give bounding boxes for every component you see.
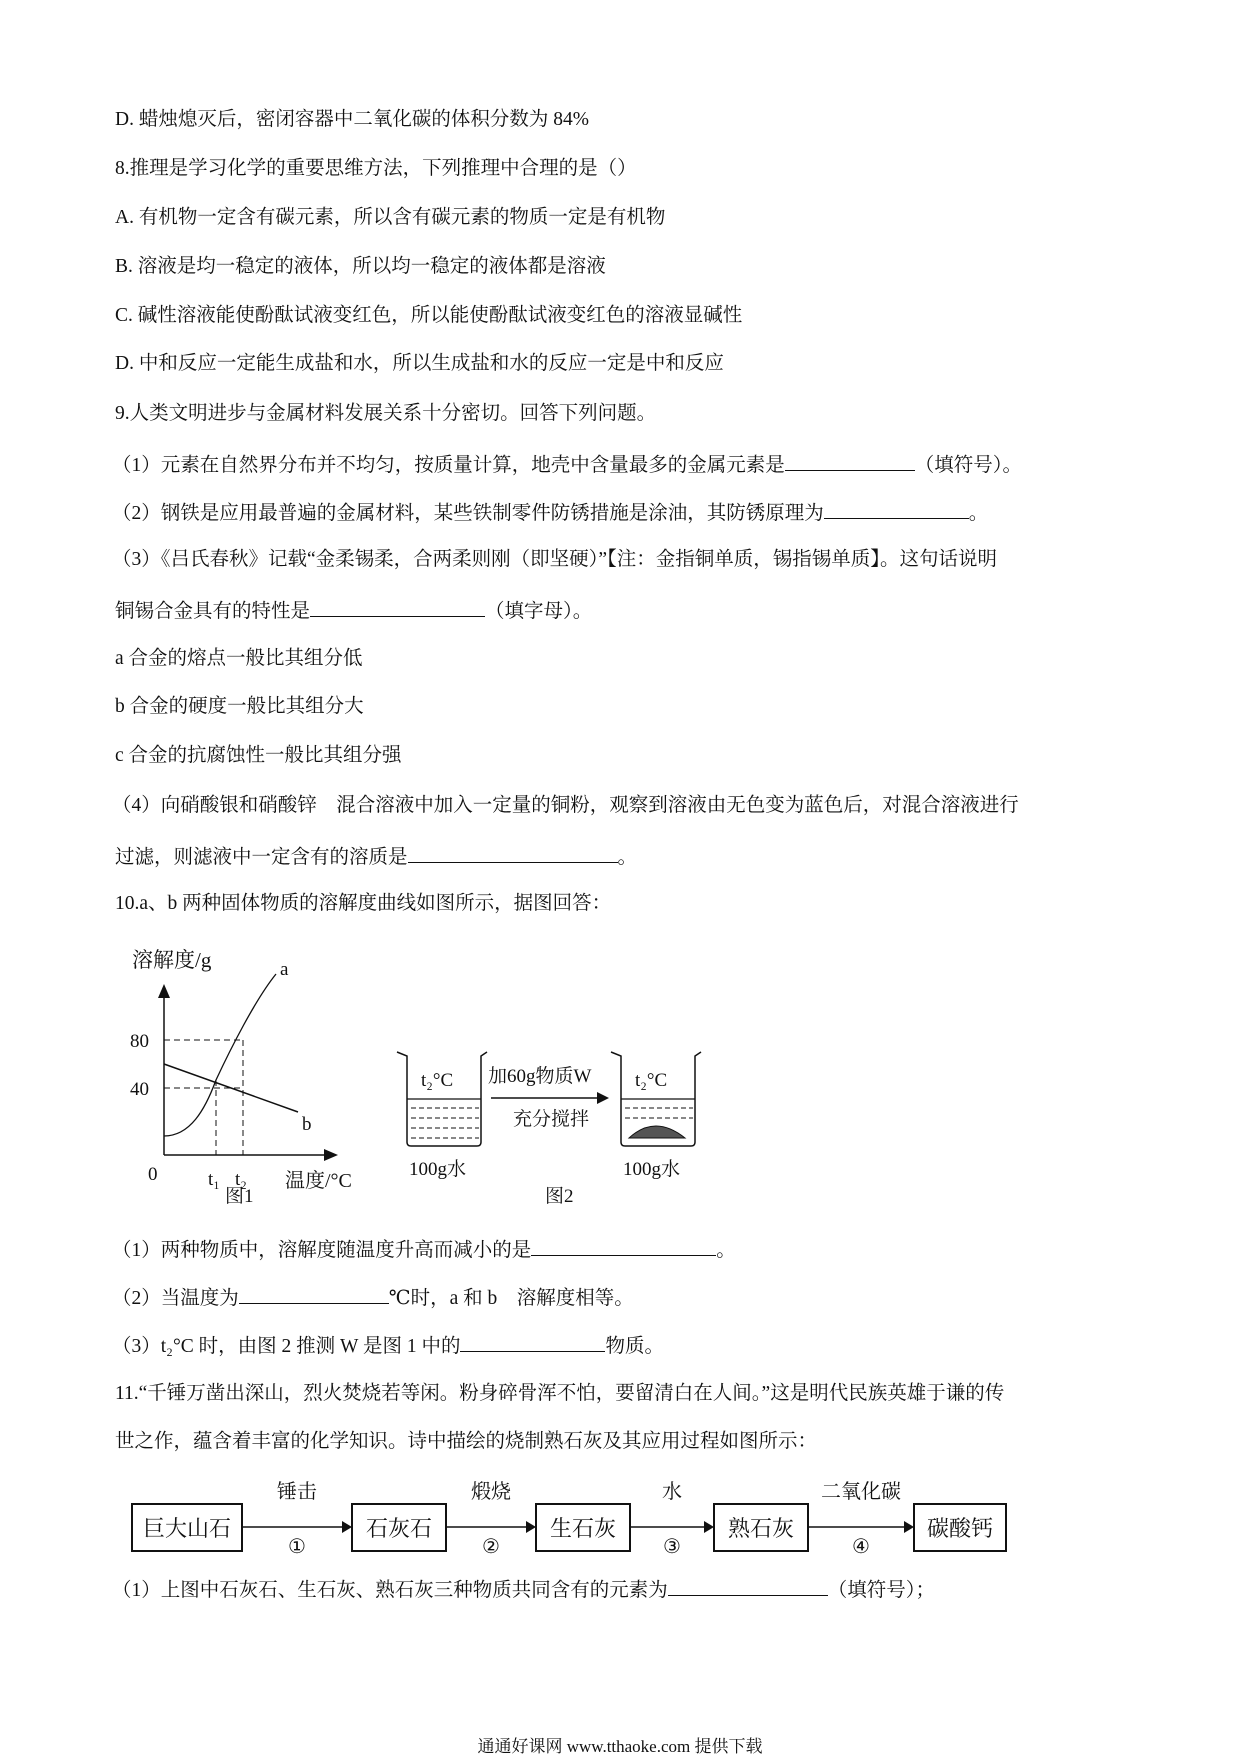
q10-part1-end: 。 <box>716 1240 736 1261</box>
lime-process-flowchart <box>120 1470 1120 1560</box>
q9-part3-hint: （填字母）。 <box>485 601 593 622</box>
answer-blank[interactable] <box>785 450 915 471</box>
answer-blank[interactable] <box>310 596 485 617</box>
flow-step-label: 水 <box>662 1481 682 1503</box>
q10-part1 <box>112 1235 736 1264</box>
undissolved-solid <box>629 1126 685 1138</box>
q9-part1 <box>112 450 1022 479</box>
beaker-left <box>397 1052 487 1146</box>
page-footer: 通通好课网 www.tthaoke.com 提供下载 <box>477 1737 763 1756</box>
q8-stem: 8.推理是学习化学的重要思维方法，下列推理中合理的是（） <box>115 158 637 179</box>
q10-part2-text: （2）当温度为 <box>112 1288 239 1309</box>
flow-step-number: ② <box>482 1536 500 1558</box>
q9-part4-cont <box>115 842 637 871</box>
y-axis-label: 溶解度/g <box>132 948 212 972</box>
answer-blank[interactable] <box>408 842 618 863</box>
q10-stem: 10.a、b 两种固体物质的溶解度曲线如图所示，据图回答： <box>115 893 612 914</box>
q11-part1-text: （1）上图中石灰石、生石灰、熟石灰三种物质共同含有的元素为 <box>112 1580 668 1601</box>
tick-t2: t₂ <box>235 1169 247 1190</box>
figure-2-caption: 图2 <box>545 1186 574 1207</box>
q8-option-b: B. 溶液是均一稳定的液体，所以均一稳定的液体都是溶液 <box>115 256 606 277</box>
q9-option-b: b 合金的硬度一般比其组分大 <box>115 696 364 717</box>
flow-box-label: 生石灰 <box>549 1516 617 1541</box>
q8-option-d: D. 中和反应一定能生成盐和水，所以生成盐和水的反应一定是中和反应 <box>115 353 724 374</box>
q9-part1-text: （1）元素在自然界分布并不均匀，按质量计算，地壳中含量最多的金属元素是 <box>112 455 785 476</box>
q10-part1-text: （1）两种物质中，溶解度随温度升高而减小的是 <box>112 1240 532 1261</box>
q9-part2-text: （2）钢铁是应用最普遍的金属材料，某些铁制零件防锈措施是涂油，其防锈原理为 <box>112 503 824 524</box>
flow-step-label: 二氧化碳 <box>821 1481 901 1503</box>
solubility-curve-figure <box>120 940 390 1210</box>
answer-blank[interactable] <box>668 1575 828 1596</box>
q10-part3-text: （3）t₂°C 时，由图 2 推测 W 是图 1 中的 <box>112 1336 461 1357</box>
process-arrowhead <box>597 1092 609 1104</box>
beaker-left-temp: t₂°C <box>421 1070 454 1091</box>
q9-option-c: c 合金的抗腐蚀性一般比其组分强 <box>115 745 402 766</box>
q11-part1-hint: （填符号）； <box>827 1580 936 1601</box>
flow-step-label: 煅烧 <box>471 1481 511 1503</box>
tick-40: 40 <box>130 1079 149 1100</box>
q10-part3 <box>112 1331 664 1360</box>
q8-option-c: C. 碱性溶液能使酚酞试液变红色，所以能使酚酞试液变红色的溶液显碱性 <box>115 305 743 326</box>
answer-blank[interactable] <box>460 1331 605 1352</box>
q10-part2 <box>112 1283 634 1312</box>
curve-b-label: b <box>302 1114 312 1135</box>
q8-option-a: A. 有机物一定含有碳元素，所以含有碳元素的物质一定是有机物 <box>115 207 666 228</box>
arrow-top-label: 加60g物质W <box>488 1066 592 1087</box>
answer-blank[interactable] <box>531 1235 716 1256</box>
flow-box-label: 碳酸钙 <box>926 1516 994 1541</box>
q9-part2-end: 。 <box>968 503 989 524</box>
tick-t1: t₁ <box>208 1169 220 1190</box>
flow-arrowhead <box>904 1521 914 1533</box>
q11-stem-cont: 世之作，蕴含着丰富的化学知识。诗中描绘的烧制熟石灰及其应用过程如图所示： <box>115 1431 818 1452</box>
q9-part4: （4）向硝酸银和硝酸锌 混合溶液中加入一定量的铜粉，观察到溶液由无色变为蓝色后，对混合溶液进行 <box>112 795 1019 816</box>
q7-option-d: D. 蜡烛熄灭后，密闭容器中二氧化碳的体积分数为 84% <box>115 109 589 130</box>
q9-part3-cont <box>115 596 592 625</box>
flow-step-number: ④ <box>852 1536 870 1558</box>
origin-label: 0 <box>148 1164 158 1185</box>
q10-part3-end: 物质。 <box>605 1336 664 1357</box>
q9-option-a: a 合金的熔点一般比其组分低 <box>115 648 363 669</box>
q9-part3: （3）《吕氏春秋》记载“金柔锡柔，合两柔则刚（即坚硬）”【注：金指铜单质，锡指锡单质】。这句话说明 <box>112 549 998 570</box>
answer-blank[interactable] <box>239 1283 389 1304</box>
y-axis-arrow <box>158 984 170 998</box>
arrow-bottom-label: 充分搅拌 <box>513 1109 590 1130</box>
figure-1-caption: 图1 <box>225 1186 254 1207</box>
q11-stem: 11.“千锤万凿出深山，烈火焚烧若等闲。粉身碎骨浑不怕，要留清白在人间。”这是明代民族英雄于谦的传 <box>115 1383 1005 1404</box>
x-axis-arrow <box>324 1149 338 1161</box>
flow-arrowhead <box>526 1521 536 1533</box>
q9-part4-text: 过滤，则滤液中一定含有的溶质是 <box>115 847 408 868</box>
flow-step-number: ① <box>288 1536 306 1558</box>
answer-blank[interactable] <box>824 498 969 519</box>
beaker-experiment-figure <box>395 1030 715 1210</box>
flow-step-label: 锤击 <box>277 1481 317 1503</box>
flow-box-label: 石灰石 <box>365 1516 433 1541</box>
curve-a <box>164 974 276 1136</box>
q11-part1 <box>112 1575 935 1604</box>
beaker-right-temp: t₂°C <box>635 1070 668 1091</box>
q10-part2-end: ℃时，a 和 b 溶解度相等。 <box>388 1288 634 1309</box>
flow-box-label: 巨大山石 <box>142 1516 232 1541</box>
q9-part1-hint: （填符号）。 <box>914 455 1023 476</box>
q9-part3-text: 铜锡合金具有的特性是 <box>115 601 311 622</box>
beaker-left-water: 100g水 <box>409 1159 467 1180</box>
flow-arrowhead <box>342 1521 352 1533</box>
curve-a-label: a <box>280 959 289 980</box>
flow-arrowhead <box>704 1521 714 1533</box>
beaker-right <box>611 1052 701 1146</box>
q9-part4-end: 。 <box>617 847 638 868</box>
tick-80: 80 <box>130 1031 149 1052</box>
beaker-right-water: 100g水 <box>623 1159 681 1180</box>
flow-step-number: ③ <box>663 1536 681 1558</box>
x-axis-label: 温度/°C <box>285 1170 352 1192</box>
flow-box-label: 熟石灰 <box>727 1516 795 1541</box>
q9-part2 <box>112 498 988 527</box>
q9-stem: 9.人类文明进步与金属材料发展关系十分密切。回答下列问题。 <box>115 403 657 424</box>
